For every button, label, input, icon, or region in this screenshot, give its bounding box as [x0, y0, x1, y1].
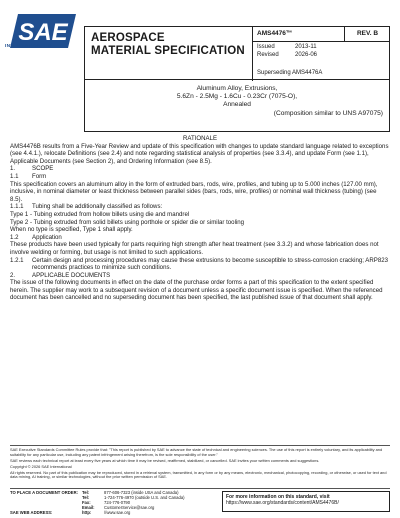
fax-value: 724-776-0790: [104, 500, 131, 505]
document-type-title: [85, 27, 253, 81]
section-number: 1.1: [10, 172, 19, 180]
section-1-1-text: This specification covers an aluminum alloy in the form of extruded bars, rods, wire, profiles, and tubing up to 5.000 inches (127.00 mm), inclusive, in nominal diameter or least thickness between parallel sides (bars, rods, wire, profiles) or nominal wall thickness (tubing) (see 8.5).: [10, 180, 378, 203]
section-1-1-heading: [10, 173, 390, 181]
footer-copyright: Copyright © 2026 SAE International: [10, 463, 72, 469]
section-number: 2.: [10, 271, 16, 279]
date-block: [253, 44, 390, 59]
tel2-value: 1-724-776-4970 (outside U.S. and Canada): [104, 495, 185, 500]
spec-header: [84, 26, 390, 80]
section-number: 1.1.1: [10, 203, 24, 211]
logo-caption: INTERNATIONAL®: [5, 44, 52, 49]
email-value[interactable]: CustomerService@sae.org: [104, 505, 155, 510]
rationale-text: AMS4476B results from a Five-Year Review and update of this specification with changes to update standard language related to exceptions (see 4.4.1.), relocate Definitions (see 2.4) and note regarding statistical analysis of properties (see 3.3.4), and update Form (see 1.1), Applicable Documents (see Section 2), and Ordering Information (see 8.5).: [10, 142, 389, 165]
tel-key: Tel:: [82, 490, 90, 495]
web-address-link[interactable]: //www.sae.org: [104, 510, 131, 515]
contact-details: [82, 490, 185, 515]
subject-line-2: 5.6Zn - 2.5Mg - 1.6Cu - 0.23Cr (7075-O),: [176, 93, 298, 101]
legal-footer: [10, 445, 390, 481]
footer-review: SAE reviews each technical report at least every five years at which time it may be revised, reaffirmed, stabilized, or cancelled. SAE invites your written comments and suggestions.: [10, 457, 320, 463]
subject-line-1: Aluminum Alloy, Extrusions,: [196, 85, 278, 92]
more-info-box: [222, 491, 390, 512]
section-number: 1.2: [10, 233, 19, 241]
composition-note: (Composition similar to UNS A97075): [273, 109, 383, 117]
section-text: Certain design and processing procedures may cause these extrusions to become susceptible to stress-corrosion cracking; ARP823 recommends practices to minimize such conditions.: [32, 256, 388, 272]
rationale-heading: RATIONALE: [182, 135, 218, 142]
revised-label: Revised: [257, 51, 279, 58]
section-1-2-1: [10, 257, 390, 272]
tel-value: 877-606-7323 (inside USA and Canada): [104, 490, 179, 495]
section-1-2-heading: [10, 234, 390, 242]
type-default-note: When no type is specified, Type 1 shall apply.: [10, 226, 133, 234]
http-key: http:: [82, 510, 92, 515]
standard-url-link[interactable]: https://www.sae.org/standards/content/AMS4476B/: [226, 500, 339, 507]
section-1-heading: [10, 165, 390, 173]
issued-value: 2013-11: [295, 44, 317, 50]
revision-label: REV. B: [345, 27, 390, 42]
section-title: Application: [32, 233, 62, 241]
fax-key: Fax:: [82, 500, 91, 505]
web-label: SAE WEB ADDRESS:: [10, 510, 53, 515]
section-2-text: The issue of the following documents in effect on the date of the purchase order forms a part of this specification to the extent specified herein. The supplier may work to a subsequent revision of a document unless a specific document issue is specified. When the referenced document has been cancelled and no superseding document has been specified, the last published issue of that document shall apply.: [10, 279, 383, 302]
section-2-heading: [10, 272, 390, 280]
subject-block: [84, 80, 390, 132]
footer-rules: SAE Executive Standards Committee Rules provide that: "This report is published by SAE to advance the state of technical and engineering sciences. The use of this report is entirely voluntary, and its applicability and suitability for any particular use, including any patent infringement arising therefrom, is the sole responsibility of the user.": [10, 447, 383, 457]
order-label: TO PLACE A DOCUMENT ORDER:: [10, 490, 79, 495]
type-2-definition: Type 2 - Tubing extruded from solid billets using porthole or spider die or similar tooling: [10, 218, 245, 226]
section-title: SCOPE: [32, 165, 54, 173]
section-1-2-text: These products have been used typically for parts requiring high strength after heat treatment (see 3.3.2) and whose fabrication does not involve welding or forming, but usage is not limited to such applications.: [10, 241, 379, 256]
more-info-title: For more information on this standard, visit: [226, 494, 330, 500]
section-text: Tubing shall be additionally classified as follows:: [32, 203, 163, 211]
superseding-note: Superseding AMS4476A: [257, 70, 323, 76]
section-number: 1.2.1: [10, 256, 24, 264]
issued-label: Issued: [257, 44, 275, 50]
title-line-2: MATERIAL SPECIFICATION: [91, 45, 245, 57]
email-key: Email:: [82, 505, 95, 510]
section-title: Form: [32, 172, 47, 180]
document-body: [10, 135, 390, 302]
section-number: 1.: [10, 165, 16, 173]
tel2-key: Tel:: [82, 495, 90, 500]
footer-rights: All rights reserved. No part of this publication may be reproduced, stored in a retrieval system, transmitted, in any form or by any means, electronic, mechanical, photocopying, recording, or otherwise, or used for text and data mining, AI training, or similar technologies, without the prior written permission of SAE.: [10, 469, 387, 480]
revised-value: 2026-06: [295, 51, 318, 58]
type-1-definition: Type 1 - Tubing extruded from hollow billets using die and mandrel: [10, 210, 190, 218]
title-line-1: AEROSPACE: [91, 32, 165, 44]
logo-wordmark: SAE: [18, 19, 68, 46]
document-number: AMS4476™: [253, 27, 345, 42]
section-1-1-1: [10, 203, 390, 211]
subject-line-3: Annealed: [223, 101, 251, 109]
contact-bar: [10, 488, 390, 515]
section-title: APPLICABLE DOCUMENTS: [32, 271, 111, 279]
